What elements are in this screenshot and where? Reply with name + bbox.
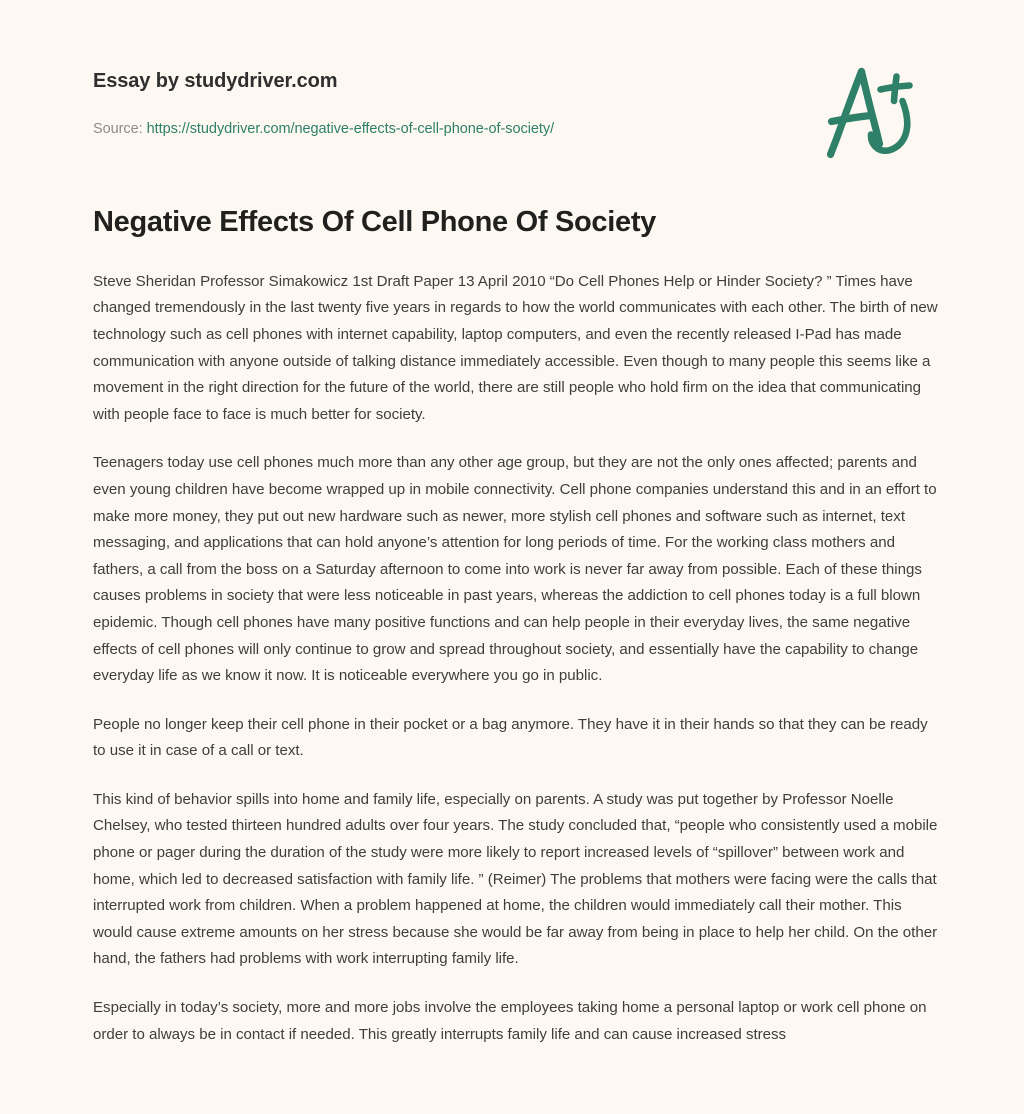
paragraph: This kind of behavior spills into home and family life, especially on parents. A study was put together by Professor Noelle Chelsey, who tested thirteen hundred adults over four years. The study concluded that, “people who consistently used a mobile phone or pager during the duration of the study were more likely to report increased levels of “spillover” between work and home, which led to decreased satisfaction with family life. ” (Reimer) The problems that mothers were facing were the calls that interrupted work from children. When a problem happened at home, the children would immediately call their mother. This would cause extreme amounts on her stress because she would be far away from being in place to help her child. On the other hand, the fathers had problems with work interrupting family life. xyxy=(93,790,938,968)
paragraph: Especially in today’s society, more and more jobs involve the employees taking home a personal laptop or work cell phone on order to always be in contact if needed. This greatly interrupts family life and can cause increased stress xyxy=(93,999,927,1043)
paragraph: Teenagers today use cell phones much more than any other age group, but they are not the only ones affected; parents and even young children have become wrapped up in mobile connectivity. Cell phone companies understand this and in an effort to make more money, they put out new hardware such as newer, more stylish cell phones and software such as internet, text messaging, and applications that can hold anyone’s attention for long periods of time. For the working class mothers and fathers, a call from the boss on a Saturday afternoon to come into work is never far away from possible. Each of these things causes problems in society that were less noticeable in past years, whereas the addiction to cell phones today is a full blown epidemic. Though cell phones have many positive functions and can help people in their everyday lives, the same negative effects of cell phones will only continue to grow and spread throughout society, and essentially have the capability to change everyday life as we know it now. It is noticeable everywhere you go in public. xyxy=(93,454,937,685)
page-title: Negative Effects Of Cell Phone Of Society xyxy=(93,206,657,238)
article-body xyxy=(84,240,940,1048)
paragraph: People no longer keep their cell phone in their pocket or a bag anymore. They have it in their hands so that they can be ready to use it in case of a call or text. xyxy=(93,715,928,760)
paragraph: Steve Sheridan Professor Simakowicz 1st Draft Paper 13 April 2010 “Do Cell Phones Help or Hinder Society? ” Times have changed tremendously in the last twenty five years in regards to how the world communicates with each other. The birth of new technology such as cell phones with internet capability, laptop computers, and even the recently released I-Pad has made communication with anyone outside of talking distance immediately accessible. Even though to many people this seems like a movement in the right direction for the future of the world, there are still people who hold firm on the idea that communicating with people face to face is much better for society. xyxy=(93,272,938,423)
page-header xyxy=(0,0,1024,205)
brand-byline: Essay by studydriver.com xyxy=(93,70,338,92)
aplus-logo-icon xyxy=(812,58,928,168)
source-label: Source: xyxy=(93,121,143,137)
source-url-link[interactable]: https://studydriver.com/negative-effects-of-cell-phone-of-society/ xyxy=(146,121,555,137)
source-line xyxy=(93,121,554,137)
article xyxy=(0,205,1024,1048)
